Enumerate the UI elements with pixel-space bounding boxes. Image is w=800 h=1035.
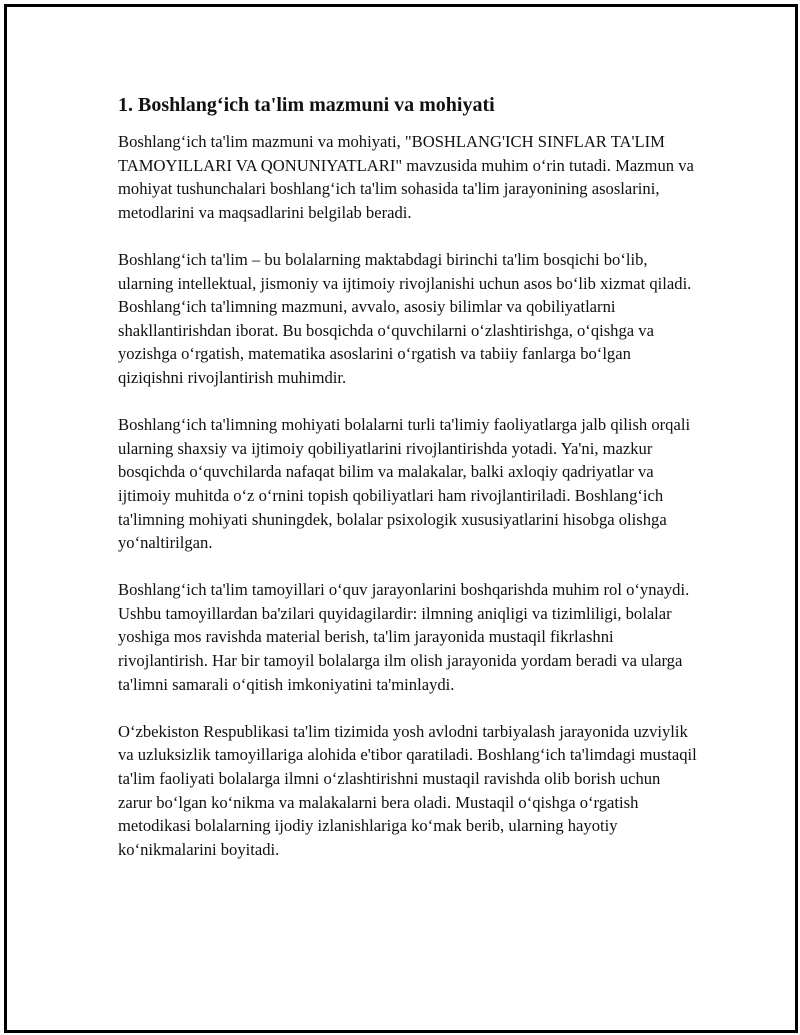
paragraph-1: Boshlang‘ich ta'lim mazmuni va mohiyati, "BOSHLANG'ICH SINFLAR TA'LIM TAMOYILLARI VA QONUNIYATLARI" mavzusida muhim o‘rin tutadi. Mazmun va mohiyat tushunchalari boshlang‘ich ta'lim sohasida ta'lim jarayonining asoslarini, metodlarini va maqsadlarini belgilab beradi. xyxy=(118,132,694,222)
paragraph-4: Boshlang‘ich ta'lim tamoyillari o‘quv jarayonlarini boshqarishda muhim rol o‘ynaydi. Ushbu tamoyillardan ba'zilari quyidagilardir: ilmning aniqligi va tizimliligi, bolalar yoshiga mos ravishda material berish, ta'lim jarayonida mustaqil fikrlashni rivojlantirish. Har bir tamoyil bolalarga ilm olish jarayonida yordam beradi va ularga ta'limni samarali o‘qitish imkoniyatini ta'minlaydi. xyxy=(118,580,690,694)
document-body xyxy=(118,92,698,885)
paragraph-3: Boshlang‘ich ta'limning mohiyati bolalarni turli ta'limiy faoliyatlarga jalb qilish orqali ularning shaxsiy va ijtimoiy qobiliyatlarini rivojlantirishda yotadi. Ya'ni, mazkur bosqichda o‘quvchilarda nafaqat bilim va malakalar, balki axloqiy qadriyatlar va ijtimoiy muhitda o‘z o‘rnini topish qobiliyatlari ham rivojlantiriladi. Boshlang‘ich ta'limning mohiyati shuningdek, bolalar psixologik xususiyatlarini hisobga olishga yo‘naltirilgan. xyxy=(118,415,691,553)
paragraph-5: O‘zbekiston Respublikasi ta'lim tizimida yosh avlodni tarbiyalash jarayonida uzviylik va uzluksizlik tamoyillariga alohida e'tibor qaratiladi. Boshlang‘ich ta'limdagi mustaqil ta'lim faoliyati bolalarga ilmni o‘zlashtirishni mustaqil ravishda olib borish uchun zarur bo‘lgan ko‘nikma va malakalarni bera oladi. Mustaqil o‘qishga o‘rgatish metodikasi bolalarning ijodiy izlanishlariga ko‘mak berib, ularning hayotiy ko‘nikmalarini boyitadi. xyxy=(118,721,697,859)
section-heading: 1. Boshlang‘ich ta'lim mazmuni va mohiyati xyxy=(118,94,495,116)
paragraph-2: Boshlang‘ich ta'lim – bu bolalarning maktabdagi birinchi ta'lim bosqichi bo‘lib, ularning intellektual, jismoniy va ijtimoiy rivojlanishi uchun asos bo‘lib xizmat qiladi. Boshlang‘ich ta'limning mazmuni, avvalo, asosiy bilimlar va qobiliyatlarni shakllantirishdan iborat. Bu bosqichda o‘quvchilarni o‘zlashtirishga, o‘qishga va yozishga o‘rgatish, matematika asoslarini o‘rgatish va tabiiy fanlarga bo‘lgan qiziqishni rivojlantirish muhimdir. xyxy=(118,249,692,387)
